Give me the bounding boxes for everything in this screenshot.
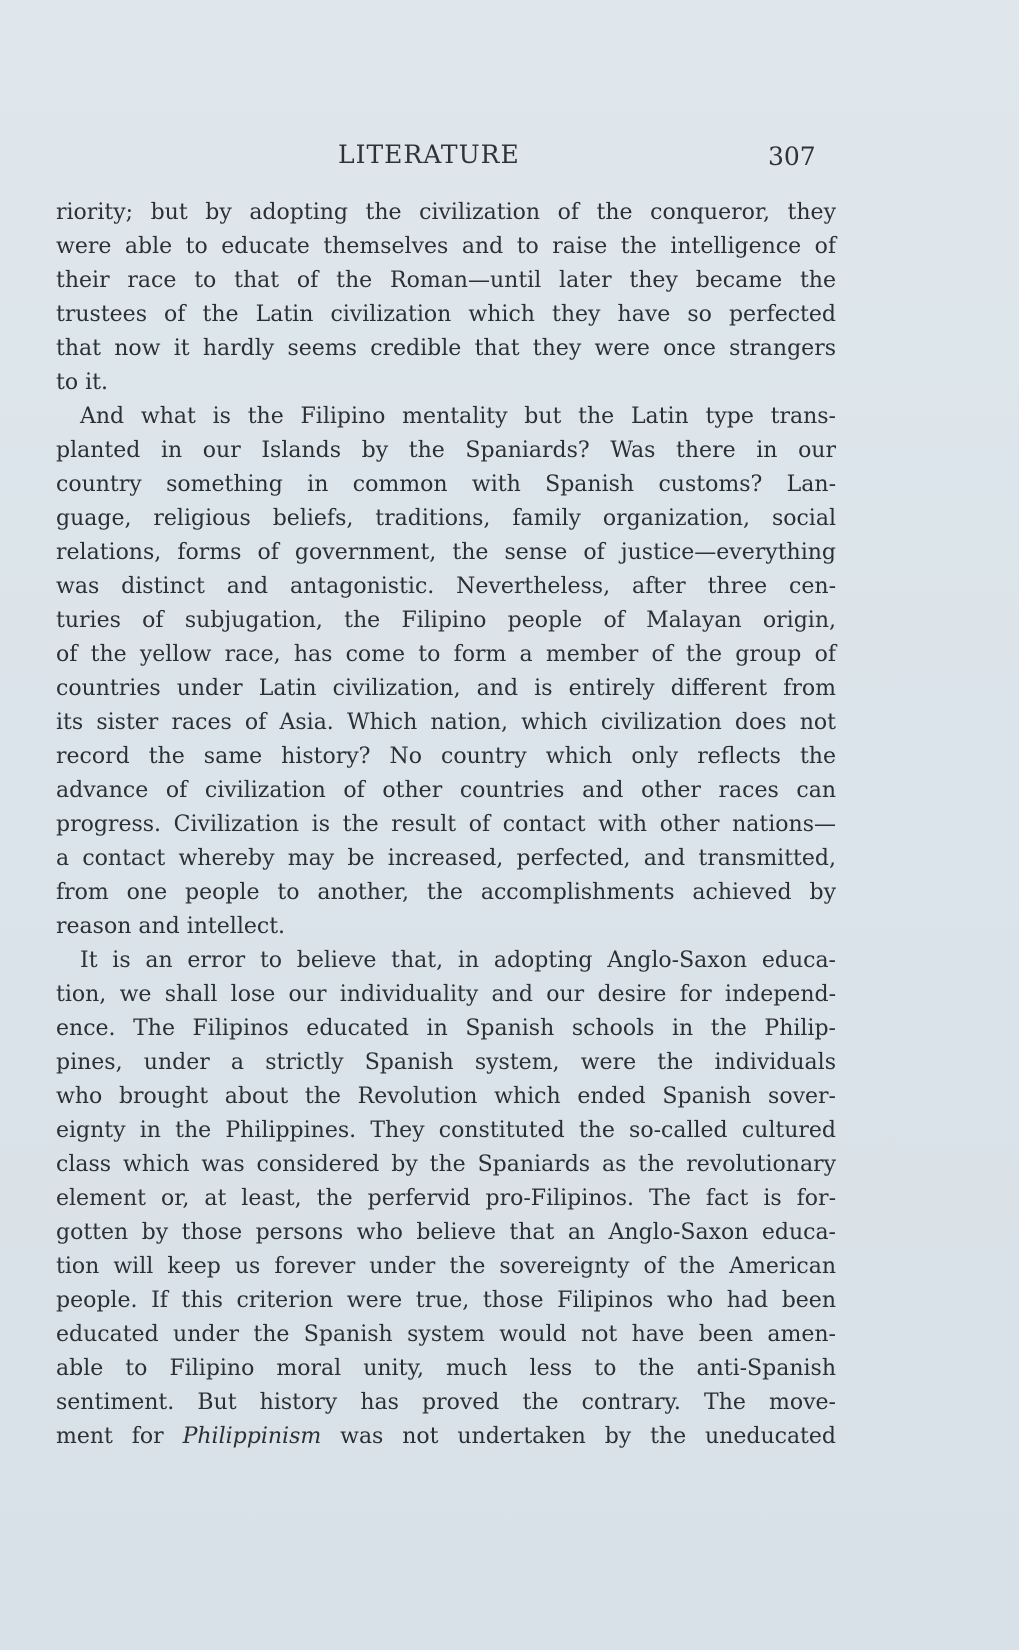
text-line: that now it hardly seems credible that they were once strangers: [56, 336, 836, 361]
text-line: It is an error to believe that, in adopting Anglo-Saxon educa-: [80, 948, 836, 973]
text-line: tion will keep us forever under the sovereignty of the American: [56, 1254, 836, 1279]
text-line: from one people to another, the accomplishments achieved by: [56, 880, 836, 905]
text-line: element or, at least, the perfervid pro-Filipinos. The fact is for-: [56, 1186, 836, 1211]
text-line: were able to educate themselves and to raise the intelligence of: [56, 234, 836, 259]
text-line: relations, forms of government, the sense of justice—everything: [56, 540, 836, 565]
page-number: 307: [768, 142, 816, 171]
text-line: a contact whereby may be increased, perfected, and transmitted,: [56, 846, 836, 871]
text-line: was distinct and antagonistic. Nevertheless, after three cen-: [56, 574, 836, 599]
text-line: riority; but by adopting the civilization of the conqueror, they: [56, 200, 836, 225]
italic-term: Philippinism: [182, 1424, 322, 1449]
text-line: of the yellow race, has come to form a member of the group of: [56, 642, 836, 667]
text-line: eignty in the Philippines. They constituted the so-called cultured: [56, 1118, 836, 1143]
text-run: ment for: [56, 1424, 183, 1449]
text-line: pines, under a strictly Spanish system, were the individuals: [56, 1050, 836, 1075]
text-line: tion, we shall lose our individuality and our desire for independ-: [56, 982, 836, 1007]
text-line: progress. Civilization is the result of contact with other nations—: [56, 812, 836, 837]
text-line: who brought about the Revolution which ended Spanish sover-: [56, 1084, 836, 1109]
text-line: reason and intellect.: [56, 914, 286, 939]
text-line: And what is the Filipino mentality but the Latin type trans-: [80, 404, 836, 429]
text-line: advance of civilization of other countries and other races can: [56, 778, 836, 803]
text-line: countries under Latin civilization, and is entirely different from: [56, 676, 836, 701]
text-line: record the same history? No country which only reflects the: [56, 744, 836, 769]
text-line: guage, religious beliefs, traditions, family organization, social: [56, 506, 836, 531]
text-line: its sister races of Asia. Which nation, which civilization does not: [56, 710, 836, 735]
text-line: planted in our Islands by the Spaniards? Was there in our: [56, 438, 836, 463]
text-line-with-italic: [56, 1420, 836, 1454]
text-line: trustees of the Latin civilization which they have so perfected: [56, 302, 836, 327]
text-line: sentiment. But history has proved the contrary. The move-: [56, 1390, 836, 1415]
text-line: able to Filipino moral unity, much less to the anti-Spanish: [56, 1356, 836, 1381]
text-line: ence. The Filipinos educated in Spanish schools in the Philip-: [56, 1016, 836, 1041]
text-line: to it.: [56, 370, 108, 395]
text-run: was not undertaken by the uneducated: [321, 1424, 837, 1449]
text-line: people. If this criterion were true, those Filipinos who had been: [56, 1288, 836, 1313]
text-line: educated under the Spanish system would not have been amen-: [56, 1322, 836, 1347]
text-line: their race to that of the Roman—until later they became the: [56, 268, 836, 293]
text-line: class which was considered by the Spaniards as the revolutionary: [56, 1152, 836, 1177]
running-head: LITERATURE: [338, 140, 520, 169]
text-line: turies of subjugation, the Filipino people of Malayan origin,: [56, 608, 836, 633]
text-line: gotten by those persons who believe that an Anglo-Saxon educa-: [56, 1220, 836, 1245]
text-line: country something in common with Spanish customs? Lan-: [56, 472, 836, 497]
